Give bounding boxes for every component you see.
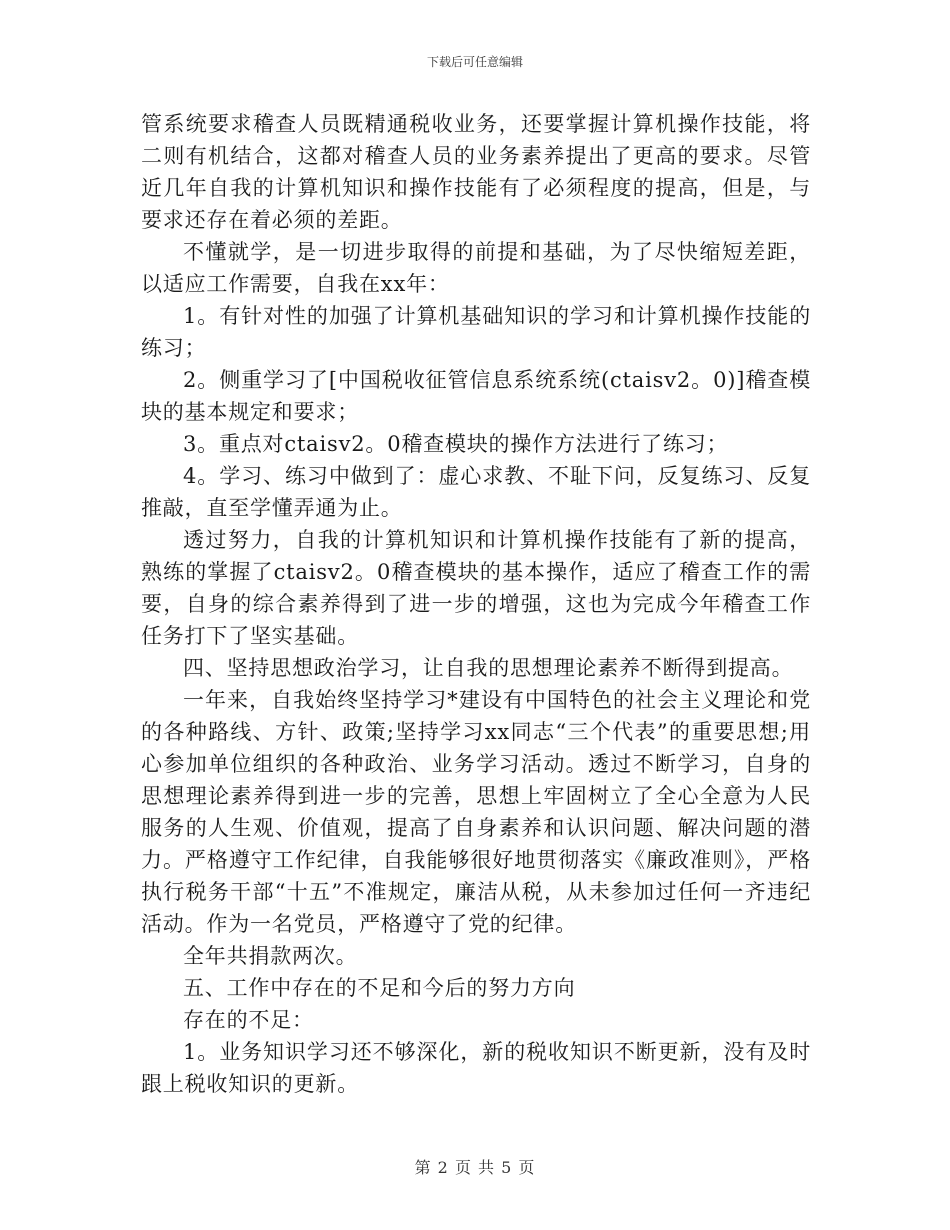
page-footer: 第 2 页 共 5 页 <box>414 1158 536 1177</box>
section-heading-4: 四、坚持思想政治学习，让自我的思想理论素养不断得到提高。 <box>183 656 794 680</box>
paragraph-13: 1。业务知识学习还不够深化，新的税收知识不断更新，没有及时跟上税收知识的更新。 <box>141 1040 811 1096</box>
paragraph-2: 不懂就学，是一切进步取得的前提和基础，为了尽快缩短差距，以适应工作需要，自我在xx年： <box>141 240 811 296</box>
paragraph-3: 1。有针对性的加强了计算机基础知识的学习和计算机操作技能的练习； <box>141 304 811 360</box>
paragraph-10: 全年共捐款两次。 <box>183 944 358 968</box>
paragraph-5: 3。重点对ctaisv2。0稽查模块的操作方法进行了练习； <box>183 432 729 456</box>
paragraph-7: 透过努力，自我的计算机知识和计算机操作技能有了新的提高，熟练的掌握了ctaisv2。0稽查模块的基本操作，适应了稽查工作的需要，自身的综合素养得到了进一步的增强，这也为完成今年稽查工作任务打下了坚实基础。 <box>141 528 811 648</box>
paragraph-6: 4。学习、练习中做到了：虚心求教、不耻下问，反复练习、反复推敲，直至学懂弄通为止。 <box>141 464 811 520</box>
paragraph-1: 管系统要求稽查人员既精通税收业务，还要掌握计算机操作技能，将二则有机结合，这都对稽查人员的业务素养提出了更高的要求。尽管近几年自我的计算机知识和操作技能有了必须程度的提高，但是，与要求还存在着必须的差距。 <box>141 112 811 232</box>
paragraph-4: 2。侧重学习了[中国税收征管信息系统系统(ctaisv2。0)]稽查模块的基本规定和要求； <box>141 368 811 424</box>
paragraph-9: 一年来，自我始终坚持学习*建设有中国特色的社会主义理论和党的各种路线、方针、政策;坚持学习xx同志“三个代表”的重要思想;用心参加单位组织的各种政治、业务学习活动。透过不断学习，自身的思想理论素养得到进一步的完善，思想上牢固树立了全心全意为人民服务的人生观、价值观，提高了自身素养和认识问题、解决问题的潜力。严格遵守工作纪律，自我能够很好地贯彻落实《廉政准则》，严格执行税务干部“十五”不准规定，廉洁从税，从未参加过任何一齐违纪活动。作为一名党员，严格遵守了党的纪律。 <box>141 688 811 936</box>
page-header: 下载后可任意编辑 <box>426 55 523 69</box>
paragraph-12: 存在的不足： <box>183 1008 314 1032</box>
document-body <box>141 108 811 1100</box>
section-heading-5: 五、工作中存在的不足和今后的努力方向 <box>183 976 576 1000</box>
